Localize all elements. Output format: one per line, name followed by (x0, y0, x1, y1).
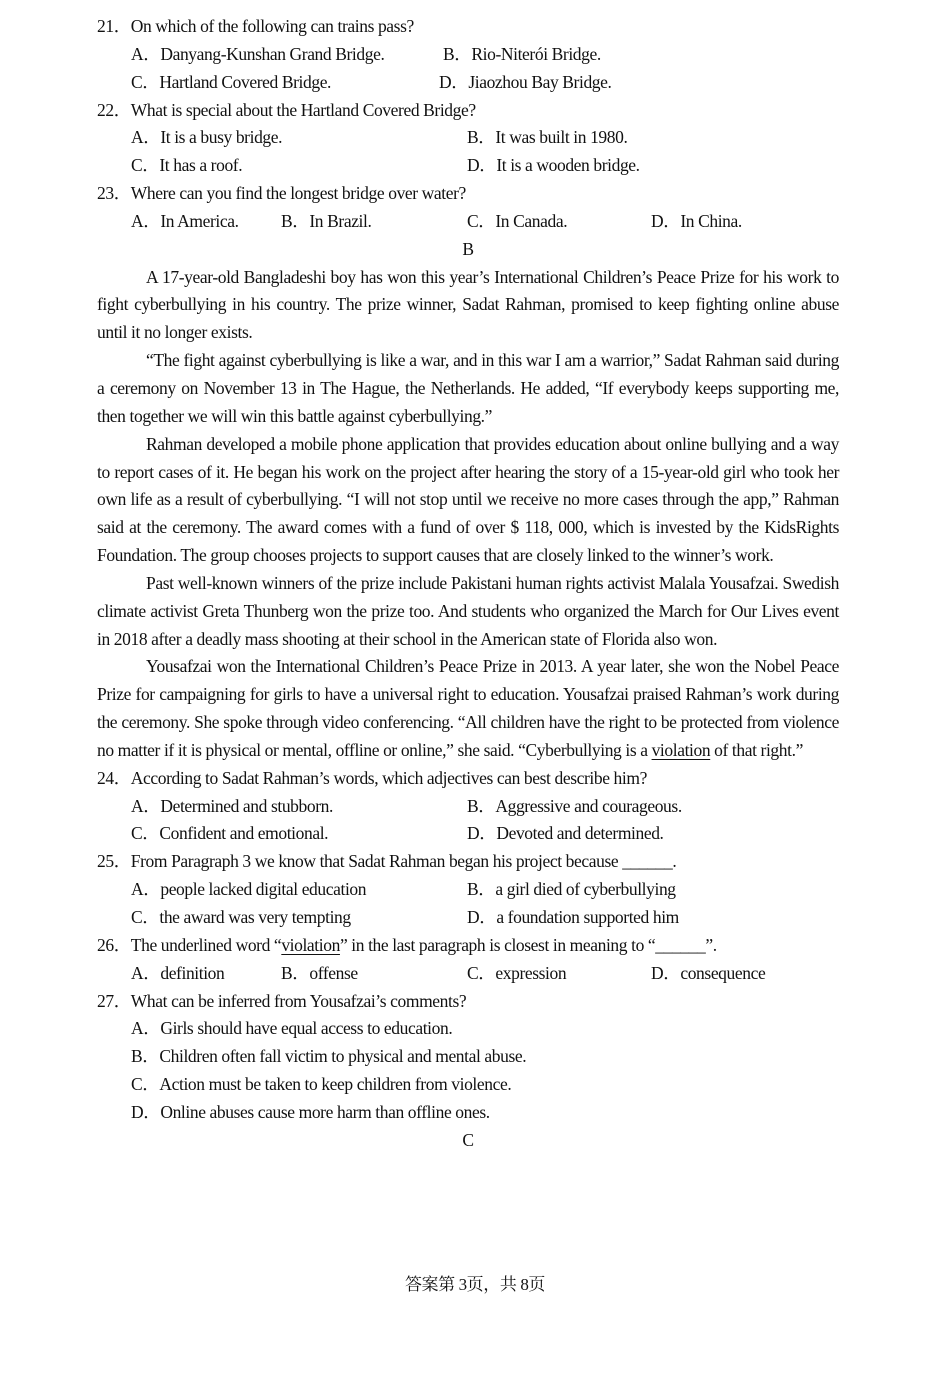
question-stem (97, 932, 839, 960)
option-c: C．Hartland Covered Bridge. (131, 71, 332, 92)
option-a: A．Danyang-Kunshan Grand Bridge. (131, 43, 385, 64)
option-b: B．Children often fall victim to physical and mental abuse. (131, 1046, 527, 1067)
option-c: C．the award was very tempting (131, 907, 351, 927)
option-d: D．a foundation supported him (467, 907, 679, 927)
passage-paragraph-last (97, 653, 839, 764)
stem-text: ” in the last paragraph is closest in meaning to “______”. (339, 934, 717, 955)
option-row (97, 1071, 839, 1099)
passage-paragraph: Rahman developed a mobile phone application that provides education about online bullying and a way to report cases of it. He began his work on the project after hearing the story of a 15-year-old girl who took her own life as a result of cyberbullying. “I will not stop until we receive no more cases through the app,” Rahman said at the ceremony. The award comes with a fund of over $ 118, 000, which is invested by the KidsRights Foundation. The group chooses projects to support causes that are closely linked to the winner’s work. (97, 433, 839, 566)
option-row (97, 820, 839, 848)
option-b: B．It was built in 1980. (467, 127, 628, 148)
question-stem: 21．On which of the following can trains pass? (97, 16, 414, 36)
option-d: D．In China. (651, 210, 742, 231)
paragraph-text: of that right.” (710, 739, 803, 760)
option-row (97, 124, 839, 152)
option-c: C．Action must be taken to keep children from violence. (131, 1074, 512, 1095)
option-row (97, 960, 839, 988)
option-d: D．Devoted and determined. (467, 823, 664, 844)
option-row (97, 904, 839, 932)
underlined-word: violation (651, 739, 711, 760)
option-row (97, 1099, 839, 1127)
option-c: C．In Canada. (467, 210, 568, 231)
option-row (97, 1043, 839, 1071)
option-d: D．Online abuses cause more harm than offline ones. (131, 1101, 490, 1122)
option-a: A．In America. (131, 210, 239, 231)
option-c: C．expression (467, 962, 567, 983)
option-a: A．Determined and stubborn. (131, 795, 333, 816)
option-a: A．definition (131, 962, 225, 983)
paragraph-text: Yousafzai won the International Children’s Peace Prize in 2013. A year later, she won the Nobel Peace Prize for campaigning for girls to have a universal right to education. Yousafzai praised Rahman’s work during the ceremony. She spoke through video conferencing. “All children have the right to be protected from violence no matter if it is physical or mental, offline or online,” she said. “Cyberbullying is a (97, 656, 839, 760)
question-stem: 23．Where can you find the longest bridge over water? (97, 183, 466, 204)
option-row (97, 41, 839, 69)
option-d: D．It is a wooden bridge. (467, 155, 640, 176)
passage-paragraph: “The fight against cyberbullying is like a war, and in this war I am a warrior,” Sadat Rahman said during a ceremony on November 13 in The Hague, the Netherlands. He added, “If everybody keeps supporting me, then together we will win this battle against cyberbullying.” (97, 350, 839, 426)
option-a: A．Girls should have equal access to education. (131, 1018, 453, 1039)
option-b: B．offense (281, 962, 358, 983)
option-b: B．a girl died of cyberbullying (467, 879, 676, 900)
option-b: B．Aggressive and courageous. (467, 795, 682, 816)
option-row (97, 793, 839, 821)
option-a: A．people lacked digital education (131, 879, 367, 900)
option-d: D．Jiaozhou Bay Bridge. (439, 71, 612, 92)
passage-paragraph: Past well-known winners of the prize include Pakistani human rights activist Malala Yousafzai. Swedish climate activist Greta Thunberg won the prize too. And students who organized the March for Our Lives event in 2018 after a deadly mass shooting at their school in the American state of Florida also won. (97, 572, 839, 649)
option-c: C．Confident and emotional. (131, 823, 329, 844)
question-stem: 22．What is special about the Hartland Covered Bridge? (97, 99, 476, 120)
option-row (97, 152, 839, 180)
option-b: B．In Brazil. (281, 210, 372, 231)
section-heading-c: C (462, 1129, 474, 1150)
option-row (97, 69, 839, 97)
page-footer: 答案第 3页，共 8页 (404, 1275, 546, 1294)
option-d: D．consequence (651, 962, 766, 983)
stem-text: 26．The underlined word “ (97, 934, 282, 955)
question-stem: 25．From Paragraph 3 we know that Sadat Rahman began his project because ______. (97, 851, 677, 872)
section-heading-b: B (462, 238, 474, 259)
question-stem: 27．What can be inferred from Yousafzai’s comments? (97, 990, 467, 1011)
question-stem: 24．According to Sadat Rahman’s words, which adjectives can best describe him? (97, 767, 647, 788)
option-row (97, 876, 839, 904)
underlined-word: violation (281, 934, 340, 955)
option-row (97, 208, 839, 236)
passage-paragraph: A 17-year-old Bangladeshi boy has won this year’s International Children’s Peace Prize for his work to fight cyberbullying in his country. The prize winner, Sadat Rahman, promised to keep fighting online abuse until it no longer exists. (97, 266, 839, 343)
option-a: A．It is a busy bridge. (131, 127, 283, 148)
option-c: C．It has a roof. (131, 155, 243, 176)
option-row (97, 1015, 839, 1043)
document-page (97, 13, 839, 1155)
option-b: B．Rio-Niterói Bridge. (443, 43, 601, 64)
